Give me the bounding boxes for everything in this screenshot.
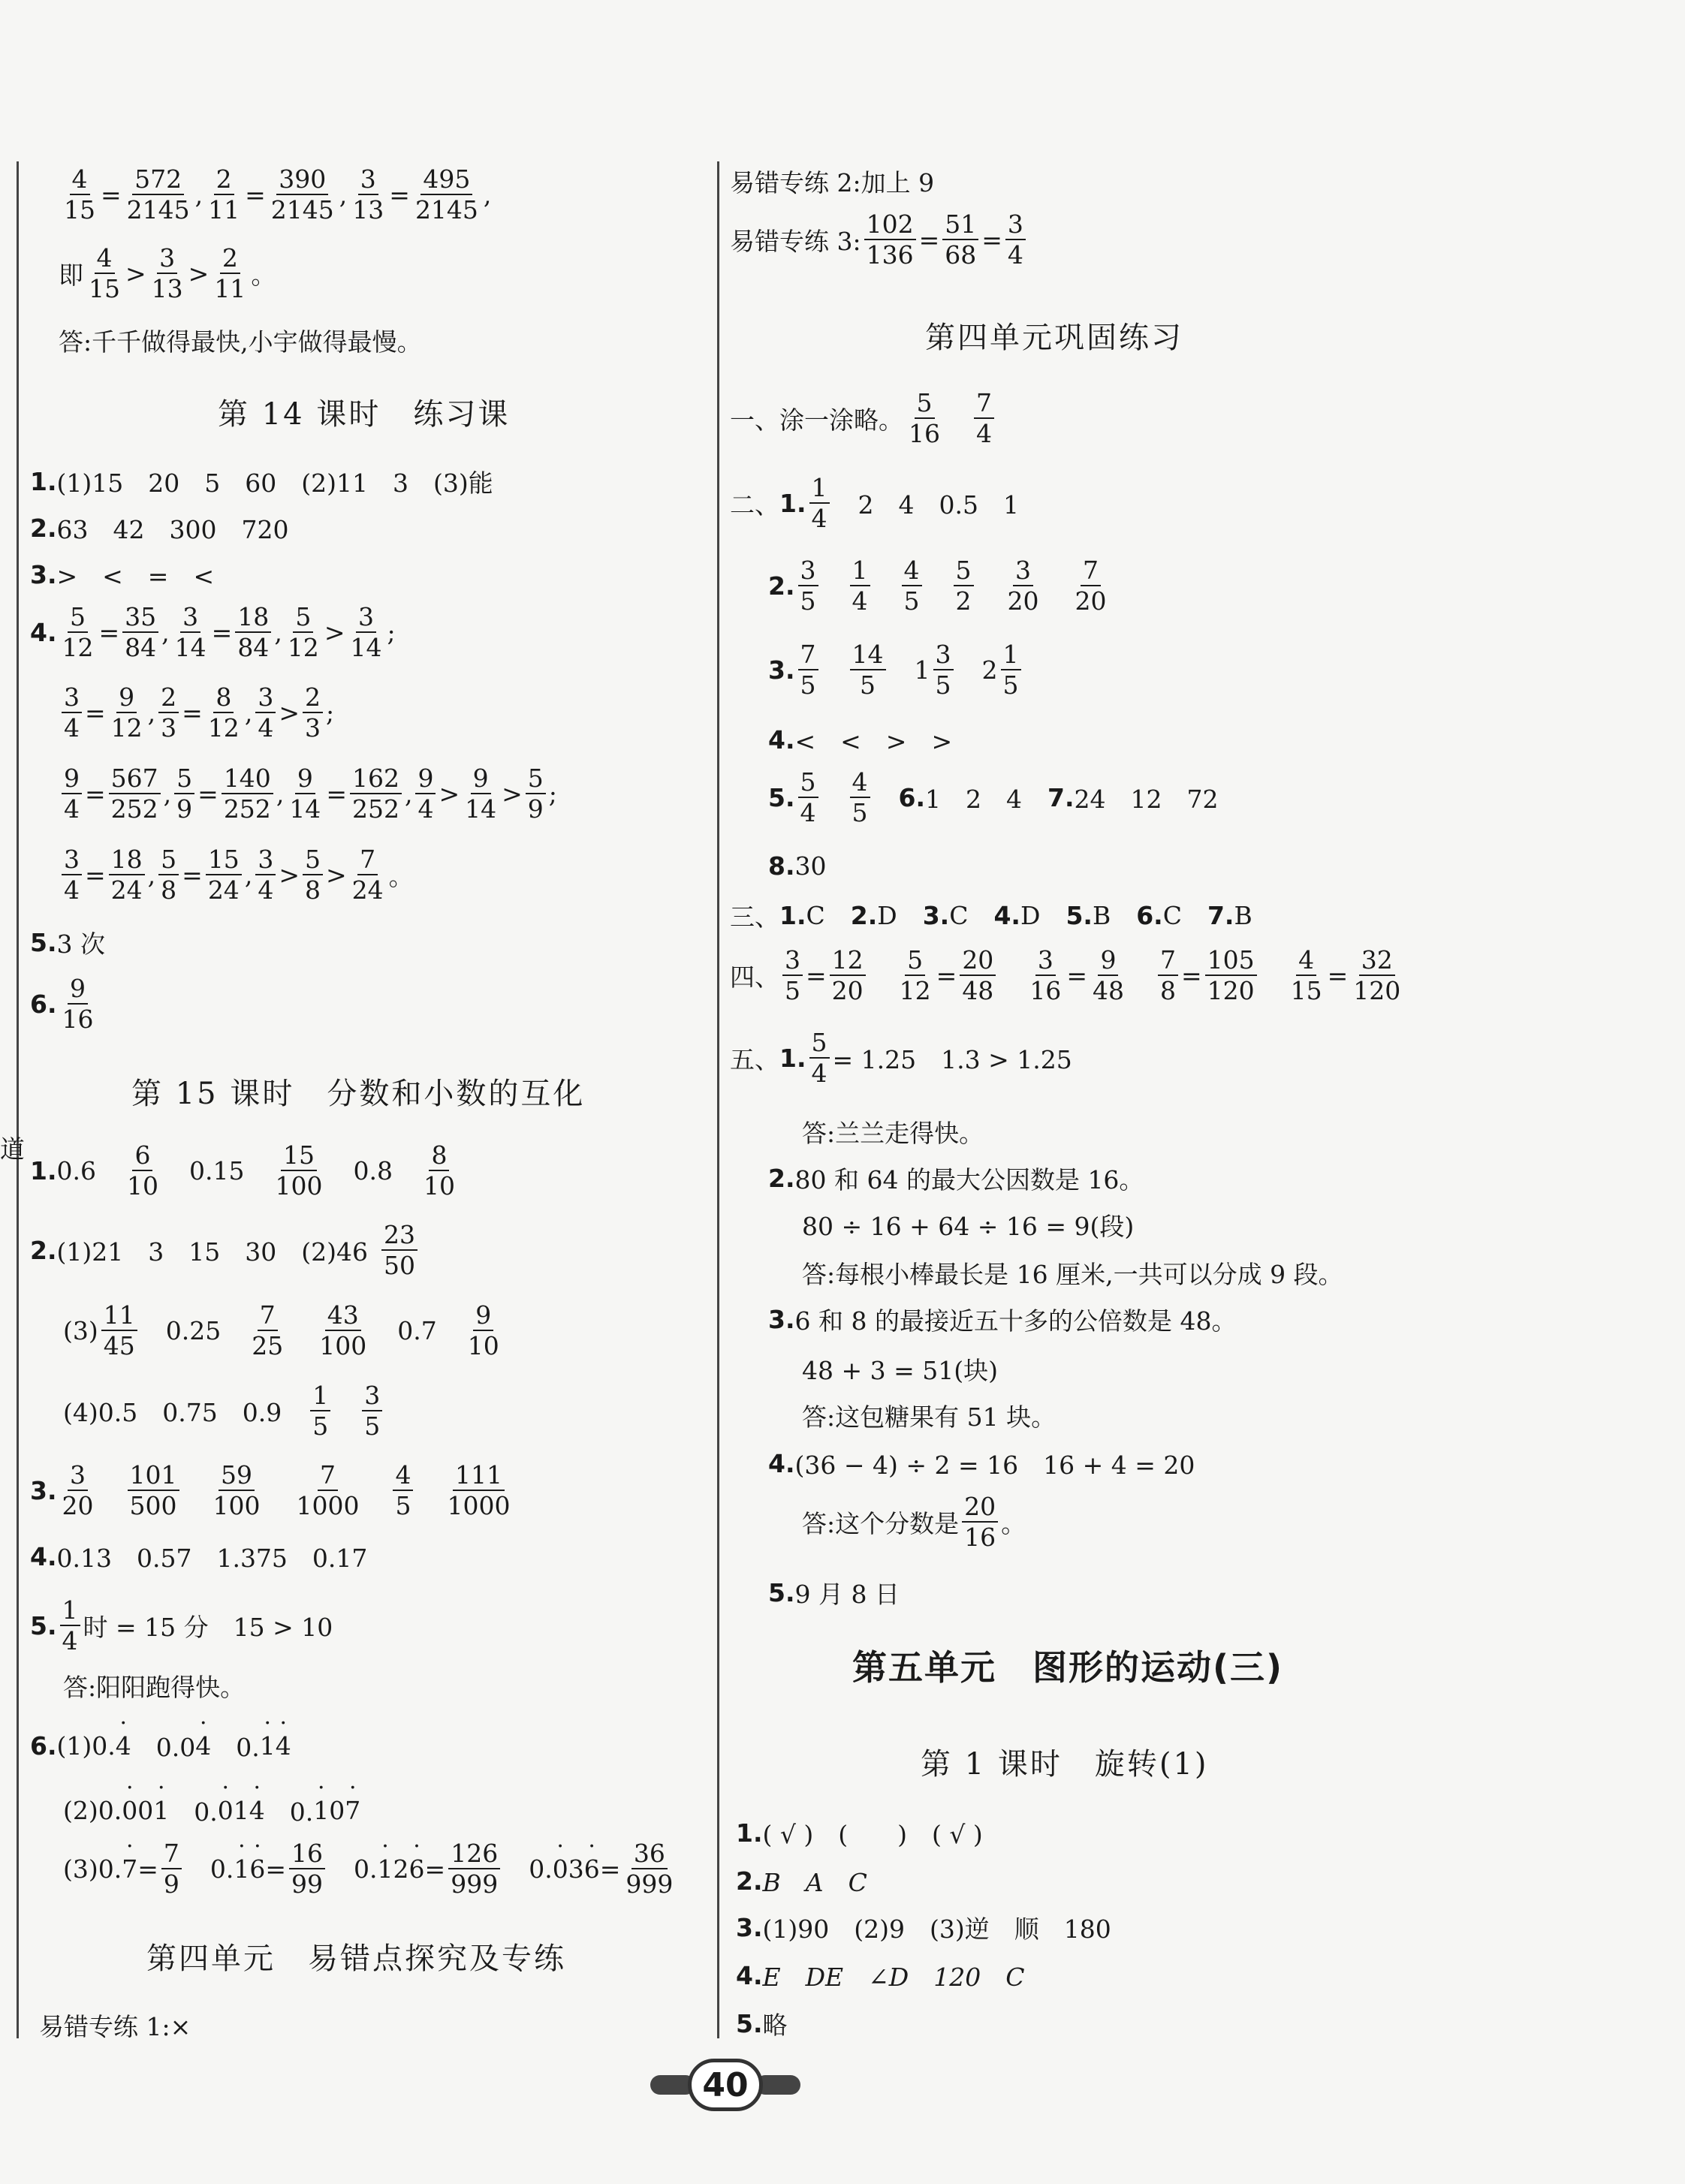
left-margin-rule xyxy=(17,161,19,2038)
review-part5-q3-answer: 答:这包糖果有 51 块。 xyxy=(802,1402,1057,1432)
lesson15-q2-c: (4)0.5 0.75 0.9 $\frac{1}{5}$ $\frac{3}{5}$ xyxy=(63,1383,385,1438)
lesson14-q5: 5. 3 次 xyxy=(30,928,105,959)
review-part5-q2-answer: 答:每根小棒最长是 16 厘米,一共可以分成 9 段。 xyxy=(802,1260,1343,1289)
margin-character: 道 xyxy=(0,1134,25,1164)
review-part5-q5: 5. 9 月 8 日 xyxy=(768,1578,900,1609)
review-part5-q2-calc: 80 ÷ 16 + 64 ÷ 16 = 9(段) xyxy=(802,1212,1135,1241)
lesson15-q4: 4. 0.13 0.57 1.375 0.17 xyxy=(30,1542,368,1573)
section-title-lesson-15: 第 15 课时 分数和小数的互化 xyxy=(131,1077,586,1111)
error-practice-2: 易错专练 2:加上 9 xyxy=(730,168,935,197)
lesson15-q3: 3. $\frac{3}{20}$ $\frac{101}{500}$ $\frac{59}{100}$ $\frac{7}{1000}$ $\frac{4}{5}$ $\frac{111}{1000}$ xyxy=(30,1460,511,1520)
review-part2-q4: 4. < < > > xyxy=(768,725,953,756)
unit5-q1: 1. ( √ ) ( ) ( √ ) xyxy=(736,1818,983,1849)
lesson15-q5-answer: 答:阳阳跑得快。 xyxy=(63,1673,246,1702)
page-number: 40 xyxy=(688,2059,763,2111)
lesson14-q4-d: $\frac{3}{4}$ = $\frac{18}{24}$ , $\frac{5}{8}$ = $\frac{15}{24}$ , $\frac{3}{4}$ > $\frac{5}{8}$ > $\frac{7}{24}$ 。 xyxy=(59,847,414,902)
lesson15-q2-a: 2. (1)21 3 15 30 (2)46 $\frac{23}{50}$ xyxy=(30,1222,420,1278)
review-part5-q3: 3. 6 和 8 的最接近五十多的公倍数是 48。 xyxy=(768,1305,1237,1336)
lesson15-q1: 1. 0.6 $\frac{6}{10}$ 0.15 $\frac{15}{100}$ 0.8 $\frac{8}{10}$ xyxy=(30,1140,455,1200)
answer-line: 答:千千做得最快,小宇做得最慢。 xyxy=(59,327,422,357)
lesson14-q4-a: 4. $\frac{5}{12}$ = $\frac{35}{84}$ , $\frac{3}{14}$ = $\frac{18}{84}$ , $\frac{5}{12}$ > $\frac{3}{14}$ ; xyxy=(30,602,396,662)
review-part5-q4: 4. (36 − 4) ÷ 2 = 16 16 + 4 = 20 xyxy=(768,1449,1195,1480)
lesson15-q2-b: (3) $\frac{11}{45}$ 0.25 $\frac{7}{25}$ $\frac{43}{100}$ 0.7 $\frac{9}{10}$ xyxy=(63,1300,499,1360)
review-part5-q1-answer: 答:兰兰走得快。 xyxy=(802,1119,984,1148)
lesson15-q6-c: (3)0. · 7 = $\frac{7}{9}$ 0. · 1 · 6 = $\frac{16}{99}$ 0. · 1 2 · 6 = $\frac{126}{999}$ 0. · 0 3 · 6 = $\frac{36}{999}$ xyxy=(63,1841,678,1896)
unit5-q5: 5. 略 xyxy=(736,2009,788,2040)
review-part4: 四、 $\frac{3}{5}$ = $\frac{12}{20}$ $\frac{5}{12}$ = $\frac{20}{48}$ $\frac{3}{16}$ = $\frac{9}{48}$ $\frac{7}{8}$ = $\frac{105}{120}$ $\frac{4}{15}$ = $\frac{32}{120}$ xyxy=(730,945,1401,1005)
column-divider xyxy=(717,161,719,2038)
compare-line-1: $\frac{4}{15}$ = $\frac{572}{2145}$ , $\frac{2}{11}$ = $\frac{390}{2145}$ , $\frac{3}{13}$ = $\frac{495}{2145}$ , xyxy=(64,164,492,224)
section-title-unit4-errors: 第四单元 易错点探究及专练 xyxy=(146,1942,566,1976)
review-part3: 三、 1. C 2. D 3. C 4. D 5. B 6. C 7. B xyxy=(730,901,1252,932)
lesson14-q1: 1. (1)15 20 5 60 (2)11 3 (3)能 xyxy=(30,467,493,498)
review-part2-q3: 3. $\frac{7}{5}$ $\frac{14}{5}$ 1 $\frac{3}{5}$ 2 $\frac{1}{5}$ xyxy=(768,642,1024,697)
lesson14-q3: 3. > < = < xyxy=(30,560,215,591)
lesson15-q6-b: (2)0. · 0 0 · 1 0. · 0 1 · 4 0. · 1 0 · 7 xyxy=(63,1793,360,1828)
review-part2-q5-q7: 5. $\frac{5}{4}$ $\frac{4}{5}$ 6. 1 2 4 7. 24 12 72 xyxy=(768,767,1219,827)
compare-line-2: 即 $\frac{4}{15}$ > $\frac{3}{13}$ > $\frac{2}{11}$ 。 xyxy=(59,243,276,303)
lesson14-q4-c: $\frac{9}{4}$ = $\frac{567}{252}$ , $\frac{5}{9}$ = $\frac{140}{252}$ , $\frac{9}{14}$ = $\frac{162}{252}$ , $\frac{9}{4}$ > $\frac{9}{14}$ > $\frac{5}{9}$ ; xyxy=(59,766,557,821)
review-part5-q1: 五、 1. $\frac{5}{4}$ = 1.25 1.3 > 1.25 xyxy=(730,1028,1072,1088)
section-title-unit5-lesson1: 第 1 课时 旋转(1) xyxy=(921,1747,1209,1782)
review-part2-q1: 二、 1. $\frac{1}{4}$ 2 4 0.5 1 xyxy=(730,473,1019,533)
unit5-q3: 3. (1)90 (2)9 (3)逆 顺 180 xyxy=(736,1913,1111,1944)
lesson15-q6-a: 6. (1)0. · 4 0.0 · 4 0. · 1 · 4 xyxy=(30,1728,291,1764)
lesson14-q4-b: $\frac{3}{4}$ = $\frac{9}{12}$ , $\frac{2}{3}$ = $\frac{8}{12}$ , $\frac{3}{4}$ > $\frac{2}{3}$ ; xyxy=(59,685,334,740)
review-part5-q3-calc: 48 + 3 = 51(块) xyxy=(802,1356,998,1385)
review-part5-q2: 2. 80 和 64 的最大公因数是 16。 xyxy=(768,1164,1144,1194)
lesson14-q2: 2. 63 42 300 720 xyxy=(30,514,289,544)
unit5-title: 第五单元 图形的运动(三) xyxy=(852,1647,1284,1688)
unit5-q4: 4. E DE ∠D 120 C xyxy=(736,1961,1025,1992)
error-practice-1: 易错专练 1:× xyxy=(39,2012,191,2041)
lesson15-q5: 5. $\frac{1}{4}$ 时 = 15 分 15 > 10 xyxy=(30,1595,333,1655)
section-title-lesson-14: 第 14 课时 练习课 xyxy=(218,397,511,432)
error-practice-3: 易错专练 3: $\frac{102}{136}$ = $\frac{51}{68}$ = $\frac{3}{4}$ xyxy=(730,212,1029,267)
review-part2-q2: 2. $\frac{3}{5}$ $\frac{1}{4}$ $\frac{4}{5}$ $\frac{5}{2}$ $\frac{3}{20}$ $\frac{7}{20}$ xyxy=(768,556,1107,616)
review-part2-q8: 8. 30 xyxy=(768,851,827,881)
review-part1: 一、涂一涂略。 $\frac{5}{16}$ $\frac{7}{4}$ xyxy=(730,390,997,446)
unit5-q2: 2. B A C xyxy=(736,1866,867,1897)
section-title-unit4-review: 第四单元巩固练习 xyxy=(925,321,1183,355)
review-part5-q4-answer: 答:这个分数是 $\frac{20}{16}$ 。 xyxy=(802,1492,1026,1552)
page-number-badge xyxy=(650,2059,800,2111)
lesson14-q6: 6. $\frac{9}{16}$ xyxy=(30,974,94,1034)
